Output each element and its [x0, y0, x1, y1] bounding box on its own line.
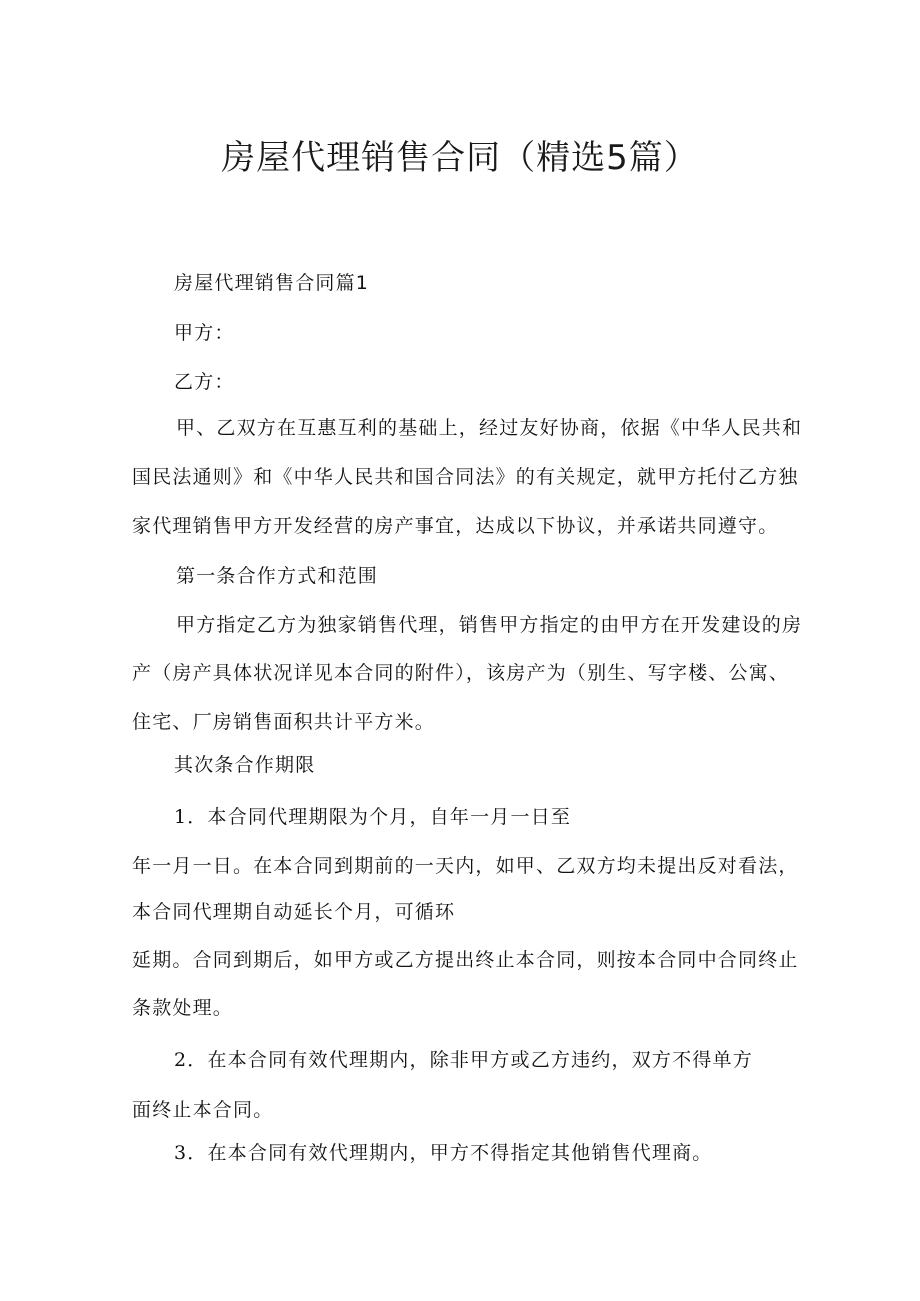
article1-heading: 第一条合作方式和范围: [176, 565, 379, 587]
article1-line: 产（房产具体状况详见本合同的附件），该房产为（别生、写字楼、公寓、: [132, 662, 790, 684]
clause1-line: 本合同代理期自动延长个月，可循环: [132, 901, 456, 923]
intro-line: 家代理销售甲方开发经营的房产事宜，达成以下协议，并承诺共同遵守。: [132, 515, 779, 537]
clause1-line: 1．本合同代理期限为个月，自年一月一日至: [174, 806, 572, 828]
clause2-line: 面终止本合同。: [132, 1099, 274, 1121]
clause1-line: 延期。合同到期后，如甲方或乙方提出终止本合同，则按本合同中合同终止: [132, 949, 799, 971]
article1-line: 甲方指定乙方为独家销售代理，销售甲方指定的由甲方在开发建设的房: [176, 614, 803, 636]
clause1-line: 条款处理。: [132, 997, 234, 1019]
section-heading: 房屋代理销售合同篇1: [174, 272, 370, 294]
party-b-label: 乙方：: [174, 371, 235, 393]
clause3-line: 3．在本合同有效代理期内，甲方不得指定其他销售代理商。: [174, 1142, 713, 1164]
party-a-label: 甲方：: [174, 322, 235, 344]
clause2-line: 2．在本合同有效代理期内，除非甲方或乙方违约，双方不得单方: [174, 1049, 753, 1071]
article2-heading: 其次条合作期限: [174, 754, 316, 776]
document-title: 房屋代理销售合同（精选5篇）: [221, 138, 699, 178]
clause1-line: 年一月一日。在本合同到期前的一天内，如甲、乙双方均未提出反对看法，: [132, 855, 799, 877]
article1-line: 住宅、厂房销售面积共计平方米。: [132, 711, 436, 733]
intro-line: 国民法通则》和《中华人民共和国合同法》的有关规定，就甲方托付乙方独: [132, 466, 799, 488]
intro-line: 甲、乙双方在互惠互利的基础上，经过友好协商，依据《中华人民共和: [176, 417, 803, 439]
